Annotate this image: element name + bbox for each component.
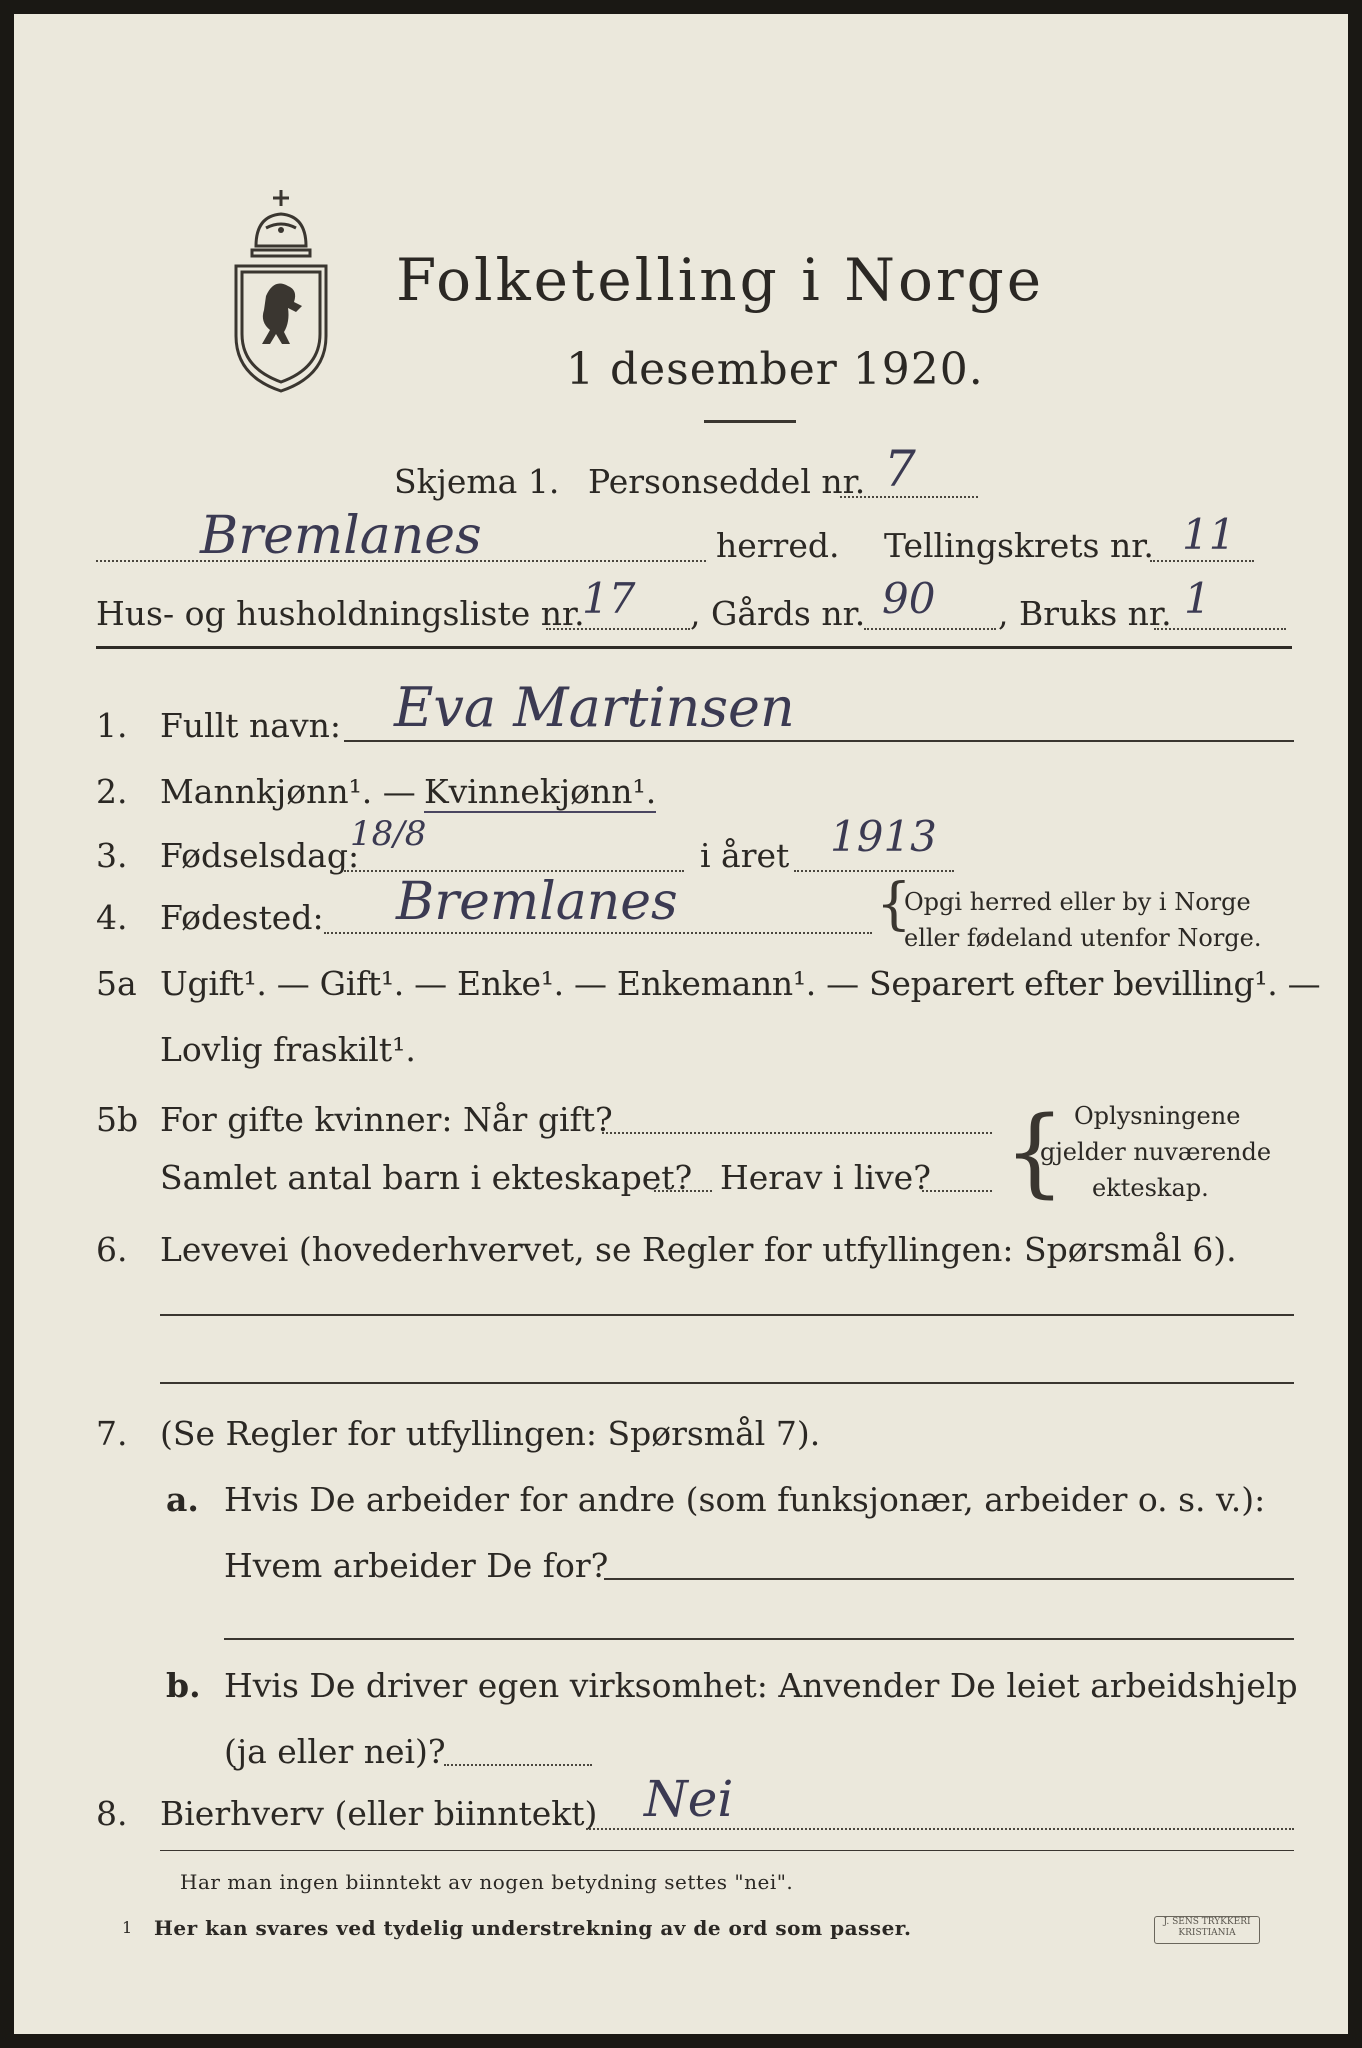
bruks-label: , Bruks nr. <box>998 594 1172 633</box>
census-form <box>14 14 1348 2034</box>
q4-number: 4. <box>96 898 128 937</box>
gender-female-option[interactable]: Kvinnekjønn¹. <box>424 772 657 811</box>
marital-status-options[interactable]: Ugift¹. — Gift¹. — Enke¹. — Enkemann¹. — Separert efter bevilling¹. — <box>160 964 1321 1003</box>
footer-note: Har man ingen biinntekt av nogen betydning settes "nei". <box>180 1870 794 1894</box>
q6-number: 6. <box>96 1230 128 1269</box>
herred-value[interactable]: Bremlanes <box>200 506 482 566</box>
title-divider <box>704 420 796 423</box>
footnote-marker: 1 <box>122 1918 133 1937</box>
occupation-line-2 <box>160 1382 1294 1384</box>
q4-note-line2: eller fødeland utenfor Norge. <box>904 924 1262 952</box>
q5b-children-label: Samlet antal barn i ekteskapet? <box>160 1158 693 1197</box>
birth-year-value[interactable]: 1913 <box>830 812 937 861</box>
q7b-letter: b. <box>166 1666 201 1705</box>
gards-label: , Gårds nr. <box>690 594 866 633</box>
footer-divider <box>160 1850 1294 1851</box>
full-name-value[interactable]: Eva Martinsen <box>394 676 795 739</box>
q3-year-label: i året <box>700 836 790 875</box>
q4-note-line1: Opgi herred eller by i Norge <box>904 888 1251 916</box>
side-income-line <box>586 1828 1294 1830</box>
q1-label: Fullt navn: <box>160 706 341 745</box>
form-title: Folketelling i Norge <box>396 246 1045 314</box>
q7a-line2: Hvem arbeider De for? <box>224 1546 609 1585</box>
herred-label: herred. <box>716 526 840 565</box>
q7a-line1: Hvis De arbeider for andre (som funksjonær, arbeider o. s. v.): <box>224 1480 1266 1519</box>
personseddel-label: Personseddel nr. <box>588 462 866 501</box>
q3-label: Fødselsdag: <box>160 836 360 875</box>
children-alive-line <box>922 1190 992 1192</box>
birthplace-value[interactable]: Bremlanes <box>396 872 678 932</box>
hired-help-line <box>444 1764 592 1766</box>
q7-label: (Se Regler for utfyllingen: Spørsmål 7). <box>160 1414 821 1453</box>
married-date-line <box>602 1132 992 1134</box>
birthplace-line <box>324 932 872 934</box>
q5b-note-line3: ekteskap. <box>1092 1174 1209 1202</box>
tellingskrets-line <box>1150 560 1254 562</box>
q5b-note-line2: gjelder nuværende <box>1040 1138 1272 1166</box>
employer-line-2 <box>224 1638 1294 1640</box>
q3-number: 3. <box>96 836 128 875</box>
q5b-alive-label: Herav i live? <box>720 1158 931 1197</box>
gards-line <box>864 628 996 630</box>
q5b-brace: { <box>1004 1096 1066 1208</box>
section-divider <box>96 646 1292 649</box>
q7-number: 7. <box>96 1414 128 1453</box>
q6-label: Levevei (hovederhvervet, se Regler for utfyllingen: Spørsmål 6). <box>160 1230 1237 1269</box>
husliste-value[interactable]: 17 <box>582 574 636 623</box>
footnote-text: Her kan svares ved tydelig understrekning av de ord som passer. <box>154 1916 912 1940</box>
birthday-value[interactable]: 18/8 <box>350 814 427 854</box>
q8-label: Bierhverv (eller biinntekt) <box>160 1794 598 1833</box>
q5b-line1: For gifte kvinner: Når gift? <box>160 1100 613 1139</box>
gender-male-option[interactable]: Mannkjønn¹. — <box>160 772 416 811</box>
q4-brace: { <box>876 872 912 937</box>
husliste-label: Hus- og husholdningsliste nr. <box>96 594 585 633</box>
side-income-value[interactable]: Nei <box>644 1770 734 1828</box>
bruks-line <box>1154 628 1286 630</box>
marital-status-divorced[interactable]: Lovlig fraskilt¹. <box>160 1030 416 1069</box>
tellingskrets-label: Tellingskrets nr. <box>884 526 1154 565</box>
q7a-letter: a. <box>166 1480 199 1519</box>
occupation-line-1 <box>160 1314 1294 1316</box>
coat-of-arms-icon <box>226 186 336 396</box>
personseddel-value[interactable]: 7 <box>884 440 916 498</box>
schema-label: Skjema 1. <box>394 462 560 501</box>
employer-line-1 <box>604 1578 1294 1580</box>
q1-line <box>344 740 1294 742</box>
printer-stamp-text: J. SENS TRYKKERI KRISTIANIA <box>1163 1917 1251 1938</box>
q4-label: Fødested: <box>160 898 324 937</box>
children-count-line <box>654 1190 712 1192</box>
q5b-number: 5b <box>96 1100 139 1139</box>
bruks-value[interactable]: 1 <box>1184 574 1211 623</box>
census-date: 1 desember 1920. <box>566 344 984 395</box>
gards-value[interactable]: 90 <box>882 574 936 623</box>
q8-number: 8. <box>96 1794 128 1833</box>
q2-number: 2. <box>96 772 128 811</box>
birth-year-line <box>794 870 954 872</box>
q1-number: 1. <box>96 706 128 745</box>
printer-stamp <box>1154 1916 1260 1944</box>
tellingskrets-value[interactable]: 11 <box>1182 510 1236 559</box>
q7b-line2: (ja eller nei)? <box>224 1732 446 1771</box>
q7b-line1: Hvis De driver egen virksomhet: Anvender De leiet arbeidshjelp <box>224 1666 1298 1705</box>
husliste-line <box>546 628 690 630</box>
q5b-note-line1: Oplysningene <box>1074 1102 1241 1130</box>
q5a-number: 5a <box>96 964 137 1003</box>
